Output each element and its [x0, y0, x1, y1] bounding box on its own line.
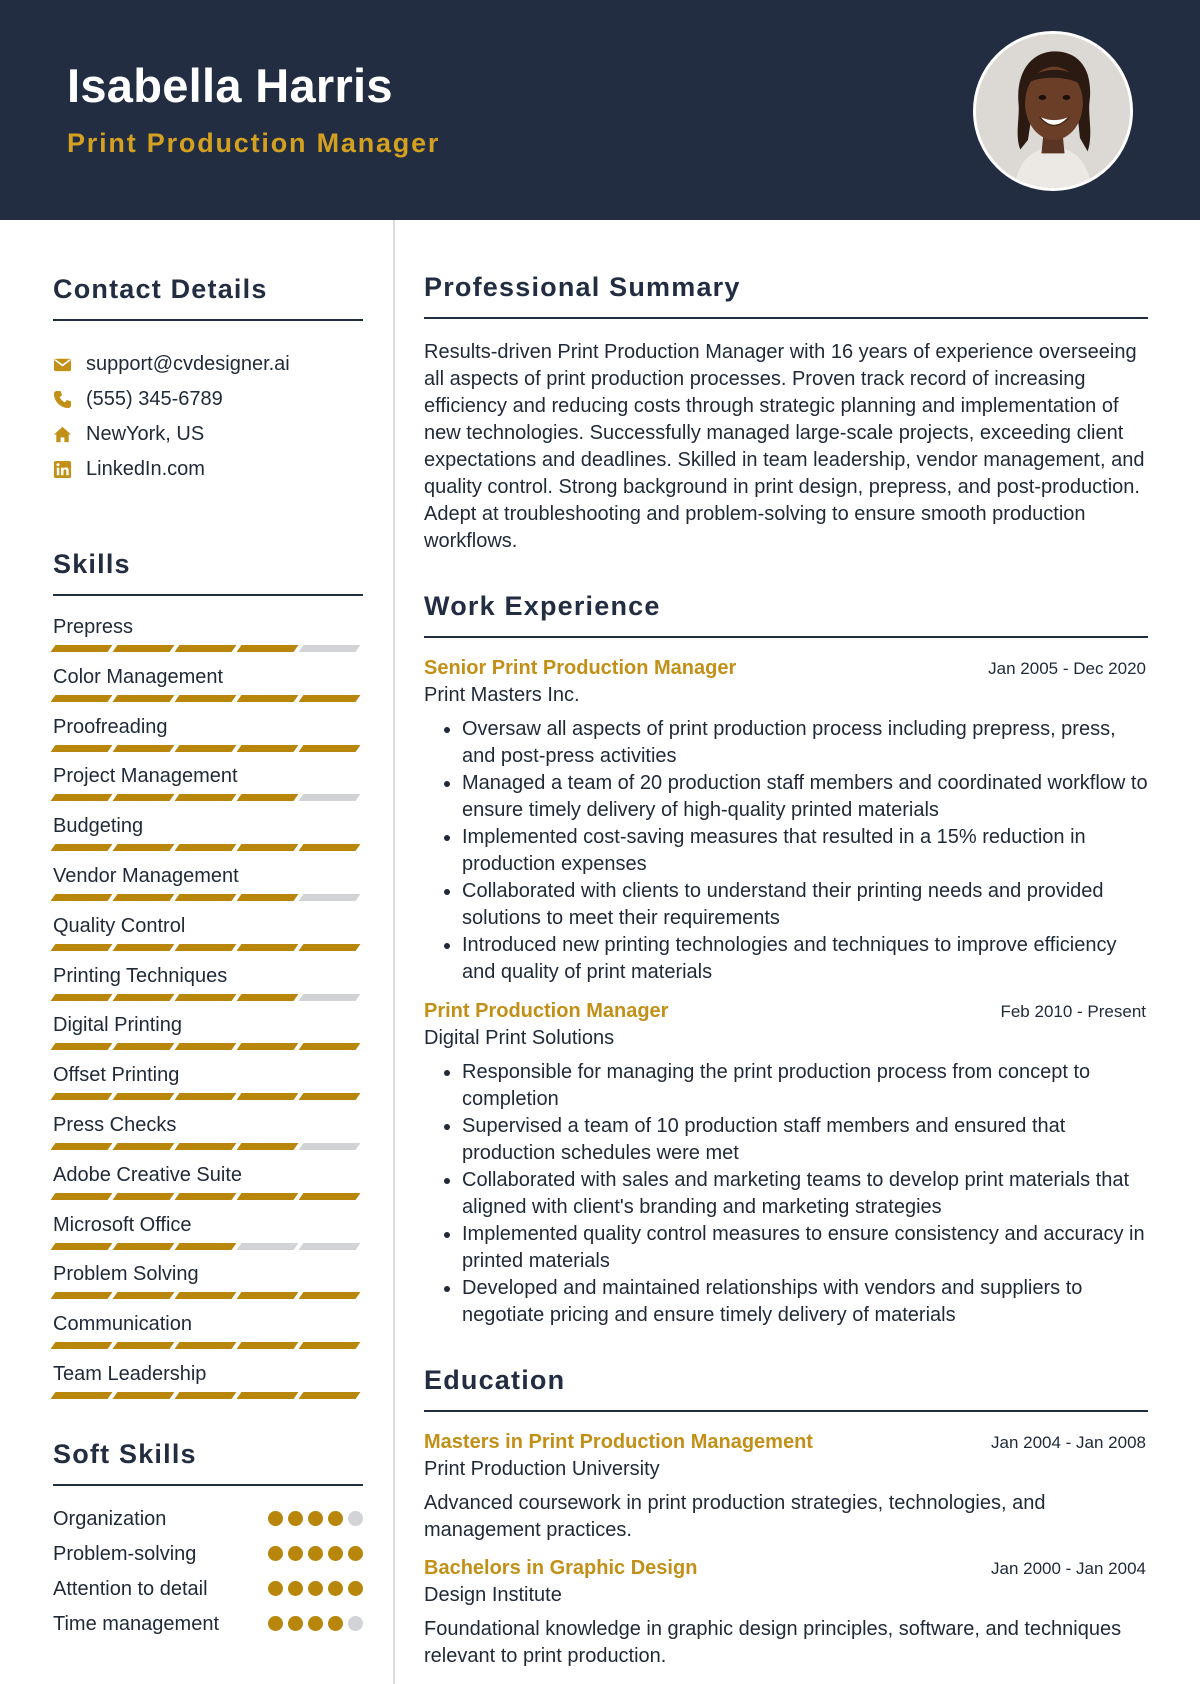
job-title: Senior Print Production Manager	[424, 657, 737, 679]
skill-name: Adobe Creative Suite	[53, 1163, 243, 1186]
skill-level-bar	[53, 1143, 363, 1150]
contact-location-text: NewYork, US	[86, 423, 205, 445]
skill-level-segment-filled	[51, 695, 113, 702]
skill-level-segment-filled	[113, 994, 175, 1001]
soft-skill-rating	[268, 1581, 363, 1596]
job-bullet: • Managed a team of 20 production staff members and coordinated workflow to ensure timely delivery of high-quality printed materials	[462, 770, 1148, 824]
skill-level-segment-filled	[113, 1392, 175, 1399]
skill-level-segment-filled	[51, 1342, 113, 1349]
main-content	[424, 220, 1148, 1684]
skill-level-segment-filled	[237, 844, 299, 851]
skill-name: Problem Solving	[53, 1263, 199, 1286]
skill-item	[53, 1012, 363, 1062]
rating-dot-filled	[308, 1616, 323, 1631]
skill-item	[53, 963, 363, 1013]
skill-level-segment-filled	[299, 1193, 361, 1200]
skill-level-segment-filled	[237, 1342, 299, 1349]
soft-skills-section	[53, 1439, 363, 1637]
skills-heading: Skills	[53, 549, 363, 596]
skill-level-segment-filled	[113, 894, 175, 901]
skill-item	[53, 614, 363, 664]
soft-skill-rating	[268, 1616, 363, 1631]
contact-list	[53, 347, 363, 487]
skill-level-segment-filled	[51, 1243, 113, 1250]
job-company: Print Masters Inc.	[424, 684, 580, 706]
rating-dot-filled	[268, 1546, 283, 1561]
skill-level-segment-filled	[113, 944, 175, 951]
contact-phone-text: (555) 345-6789	[86, 388, 223, 410]
skill-name: Communication	[53, 1313, 192, 1336]
skill-level-bar	[53, 745, 363, 752]
summary-text: Results-driven Print Production Manager with 16 years of experience overseeing all aspects of print production processes. Proven track record of increasing efficiency and reducing costs through strategic planning and implementation of new technologies. Successfully managed large-scale projects, exceeding client expectations and deadlines. Skilled in team leadership, vendor management, and quality control. Strong background in print design, prepress, and post-production. Adept at troubleshooting and problem-solving to ensure smooth production workflows.	[424, 341, 1145, 552]
skill-level-segment-filled	[113, 1093, 175, 1100]
skill-item	[53, 1112, 363, 1162]
skill-level-segment-filled	[51, 844, 113, 851]
skill-name: Microsoft Office	[53, 1213, 192, 1236]
rating-dot-filled	[288, 1581, 303, 1596]
skill-name: Prepress	[53, 616, 134, 638]
skills-section	[53, 549, 363, 1411]
skill-level-segment-filled	[175, 944, 237, 951]
skill-level-segment-filled	[175, 844, 237, 851]
rating-dot-filled	[288, 1511, 303, 1526]
skill-level-bar	[53, 1392, 363, 1399]
skill-level-segment-filled	[175, 1292, 237, 1299]
skills-list	[53, 614, 363, 1411]
skill-item	[53, 1361, 363, 1411]
skill-level-segment-filled	[299, 1043, 361, 1050]
job-entry	[424, 657, 1148, 986]
skill-level-bar	[53, 1292, 363, 1299]
skill-item	[53, 863, 363, 913]
rating-dot-filled	[308, 1546, 323, 1561]
skill-level-segment-filled	[175, 645, 237, 652]
skill-level-bar	[53, 645, 363, 652]
job-bullets	[424, 1059, 1148, 1329]
skill-level-segment-filled	[237, 994, 299, 1001]
skill-level-segment-filled	[299, 1342, 361, 1349]
job-dates: Jan 2005 - Dec 2020	[988, 659, 1146, 678]
skill-level-segment-filled	[299, 695, 361, 702]
skill-level-segment-filled	[299, 1392, 361, 1399]
skill-name: Press Checks	[53, 1113, 177, 1136]
skill-level-segment-empty	[299, 1143, 361, 1150]
rating-dot-filled	[328, 1616, 343, 1631]
skill-name: Budgeting	[53, 815, 144, 838]
home-icon	[53, 425, 86, 444]
school-name: Print Production University	[424, 1458, 660, 1480]
skill-level-segment-filled	[175, 894, 237, 901]
skill-level-segment-filled	[113, 695, 175, 702]
resume-header	[0, 0, 1200, 220]
degree-title: Masters in Print Production Management	[424, 1431, 813, 1453]
soft-skill-item	[53, 1506, 363, 1532]
soft-skill-name: Problem-solving	[53, 1542, 197, 1565]
skill-level-segment-filled	[237, 645, 299, 652]
soft-skill-item	[53, 1611, 363, 1637]
skill-name: Vendor Management	[53, 864, 239, 887]
contact-heading: Contact Details	[53, 274, 363, 321]
skill-item	[53, 1162, 363, 1212]
skill-level-segment-filled	[113, 1043, 175, 1050]
skill-item	[53, 763, 363, 813]
candidate-name: Isabella Harris	[67, 59, 393, 112]
skill-level-bar	[53, 794, 363, 801]
skill-level-segment-filled	[237, 745, 299, 752]
skill-level-segment-filled	[237, 1193, 299, 1200]
skill-level-segment-filled	[113, 794, 175, 801]
sidebar	[53, 220, 363, 1646]
skill-item	[53, 813, 363, 863]
skill-name: Project Management	[53, 765, 238, 788]
school-name: Design Institute	[424, 1584, 562, 1606]
skill-name: Digital Printing	[53, 1014, 182, 1037]
skill-level-segment-filled	[175, 1243, 237, 1250]
skill-level-segment-filled	[175, 1392, 237, 1399]
soft-skill-name: Attention to detail	[53, 1577, 208, 1600]
skill-level-segment-filled	[51, 1093, 113, 1100]
soft-skill-rating	[268, 1511, 363, 1526]
rating-dot-filled	[328, 1511, 343, 1526]
skill-level-segment-filled	[113, 1342, 175, 1349]
rating-dot-filled	[348, 1581, 363, 1596]
skill-level-segment-filled	[237, 1292, 299, 1299]
skill-level-segment-empty	[237, 1243, 299, 1250]
profile-photo-illustration	[976, 34, 1130, 188]
soft-skill-item	[53, 1541, 363, 1567]
soft-skills-heading: Soft Skills	[53, 1439, 363, 1486]
soft-skill-name: Organization	[53, 1507, 167, 1530]
skill-level-bar	[53, 994, 363, 1001]
skill-level-bar	[53, 894, 363, 901]
contact-email-text: support@cvdesigner.ai	[86, 353, 290, 375]
skill-item	[53, 714, 363, 764]
envelope-icon	[53, 355, 86, 374]
skill-level-segment-filled	[51, 645, 113, 652]
skill-level-segment-filled	[237, 794, 299, 801]
job-dates: Feb 2010 - Present	[1000, 1002, 1146, 1021]
skill-level-segment-filled	[113, 645, 175, 652]
degree-description: Foundational knowledge in graphic design principles, software, and techniques relevant to print production.	[424, 1618, 1122, 1667]
column-divider	[393, 220, 395, 1684]
linkedin-icon	[53, 460, 86, 479]
rating-dot-filled	[288, 1616, 303, 1631]
skill-level-segment-filled	[237, 695, 299, 702]
rating-dot-filled	[288, 1546, 303, 1561]
rating-dot-filled	[308, 1581, 323, 1596]
skill-level-segment-filled	[237, 944, 299, 951]
skill-level-segment-filled	[175, 794, 237, 801]
skill-level-bar	[53, 1243, 363, 1250]
skill-level-segment-filled	[175, 745, 237, 752]
skill-level-segment-filled	[175, 695, 237, 702]
contact-linkedin-text: LinkedIn.com	[86, 458, 205, 480]
skill-level-segment-filled	[175, 994, 237, 1001]
skill-level-segment-filled	[51, 1193, 113, 1200]
rating-dot-filled	[268, 1616, 283, 1631]
skill-level-segment-empty	[299, 1243, 361, 1250]
skill-level-segment-filled	[51, 794, 113, 801]
skill-item	[53, 664, 363, 714]
education-entry	[424, 1431, 1148, 1544]
skill-name: Quality Control	[53, 914, 186, 937]
job-bullet: • Supervised a team of 10 production staff members and ensured that production schedules were met	[462, 1113, 1148, 1167]
work-heading: Work Experience	[424, 591, 1148, 638]
summary-section	[424, 272, 1148, 555]
education-entry	[424, 1557, 1148, 1670]
skill-level-segment-filled	[299, 1093, 361, 1100]
candidate-title: Print Production Manager	[67, 128, 441, 158]
contact-location	[53, 417, 363, 452]
contact-email[interactable]	[53, 347, 363, 382]
job-bullets	[424, 716, 1148, 986]
skill-level-bar	[53, 1043, 363, 1050]
skill-level-segment-filled	[237, 1143, 299, 1150]
job-entry	[424, 1000, 1148, 1329]
skill-name: Team Leadership	[53, 1362, 207, 1385]
skill-level-segment-filled	[237, 894, 299, 901]
skill-item	[53, 1062, 363, 1112]
skill-level-segment-filled	[113, 1193, 175, 1200]
skill-level-segment-empty	[299, 794, 361, 801]
skill-level-bar	[53, 1093, 363, 1100]
degree-dates: Jan 2000 - Jan 2004	[990, 1559, 1146, 1578]
skill-level-segment-filled	[175, 1043, 237, 1050]
skill-level-segment-filled	[51, 894, 113, 901]
skill-level-segment-filled	[175, 1342, 237, 1349]
soft-skill-rating	[268, 1546, 363, 1561]
skill-level-segment-filled	[299, 745, 361, 752]
skill-level-segment-filled	[237, 1043, 299, 1050]
skill-level-segment-filled	[51, 1292, 113, 1299]
skill-level-segment-filled	[51, 1143, 113, 1150]
skill-level-segment-filled	[175, 1193, 237, 1200]
skill-level-segment-empty	[299, 894, 361, 901]
contact-linkedin[interactable]	[53, 452, 363, 487]
skill-level-segment-filled	[51, 745, 113, 752]
education-section	[424, 1365, 1148, 1670]
skill-name: Printing Techniques	[53, 964, 228, 987]
skill-item	[53, 913, 363, 963]
soft-skill-item	[53, 1576, 363, 1602]
job-title: Print Production Manager	[424, 1000, 669, 1022]
contact-phone[interactable]	[53, 382, 363, 417]
skill-level-segment-filled	[237, 1093, 299, 1100]
skill-level-segment-filled	[113, 844, 175, 851]
rating-dot-filled	[308, 1511, 323, 1526]
skill-level-segment-filled	[299, 1292, 361, 1299]
job-bullet: • Responsible for managing the print production process from concept to completion	[462, 1059, 1148, 1113]
skill-level-segment-filled	[299, 844, 361, 851]
summary-heading: Professional Summary	[424, 272, 1148, 319]
job-bullet: • Introduced new printing technologies and techniques to improve efficiency and quality of print materials	[462, 932, 1148, 986]
degree-dates: Jan 2004 - Jan 2008	[990, 1433, 1146, 1452]
skill-level-segment-filled	[113, 745, 175, 752]
skill-level-segment-filled	[51, 994, 113, 1001]
skill-item	[53, 1261, 363, 1311]
skill-level-segment-filled	[51, 1043, 113, 1050]
skill-name: Proofreading	[53, 715, 168, 738]
skill-level-bar	[53, 695, 363, 702]
degree-title: Bachelors in Graphic Design	[424, 1557, 698, 1579]
job-company: Digital Print Solutions	[424, 1027, 615, 1049]
job-bullet: • Implemented quality control measures to ensure consistency and accuracy in printed materials	[462, 1221, 1148, 1275]
job-bullet: • Collaborated with sales and marketing teams to develop print materials that aligned with client's branding and marketing strategies	[462, 1167, 1148, 1221]
skill-level-segment-filled	[113, 1143, 175, 1150]
job-bullet: • Implemented cost-saving measures that resulted in a 15% reduction in production expenses	[462, 824, 1148, 878]
rating-dot-filled	[328, 1546, 343, 1561]
skill-level-segment-filled	[175, 1143, 237, 1150]
contact-section	[53, 274, 363, 487]
skill-level-segment-empty	[299, 994, 361, 1001]
skill-level-segment-filled	[299, 944, 361, 951]
job-bullet: • Developed and maintained relationships with vendors and suppliers to negotiate pricing and ensure timely delivery of materials	[462, 1275, 1148, 1329]
rating-dot-filled	[268, 1511, 283, 1526]
skill-name: Offset Printing	[53, 1064, 180, 1087]
soft-skill-name: Time management	[53, 1612, 219, 1635]
work-section	[424, 591, 1148, 1329]
skill-level-segment-filled	[113, 1243, 175, 1250]
skill-item	[53, 1212, 363, 1262]
skill-level-segment-filled	[175, 1093, 237, 1100]
skill-level-segment-empty	[299, 645, 361, 652]
degree-description: Advanced coursework in print production strategies, technologies, and management practices.	[424, 1492, 1046, 1541]
education-heading: Education	[424, 1365, 1148, 1412]
skill-level-bar	[53, 944, 363, 951]
skill-level-bar	[53, 1342, 363, 1349]
skill-level-segment-filled	[237, 1392, 299, 1399]
rating-dot-filled	[268, 1581, 283, 1596]
skill-level-bar	[53, 844, 363, 851]
job-bullet: • Collaborated with clients to understand their printing needs and provided solutions to meet their requirements	[462, 878, 1148, 932]
skill-level-segment-filled	[51, 944, 113, 951]
phone-icon	[53, 390, 86, 409]
skill-item	[53, 1311, 363, 1361]
rating-dot-filled	[348, 1546, 363, 1561]
soft-skills-list	[53, 1506, 363, 1637]
skill-level-segment-filled	[113, 1292, 175, 1299]
rating-dot-empty	[348, 1511, 363, 1526]
rating-dot-filled	[328, 1581, 343, 1596]
profile-photo	[973, 31, 1133, 191]
job-bullet: • Oversaw all aspects of print production process including prepress, press, and post-press activities	[462, 716, 1148, 770]
skill-name: Color Management	[53, 665, 224, 688]
skill-level-segment-filled	[51, 1392, 113, 1399]
skill-level-bar	[53, 1193, 363, 1200]
rating-dot-empty	[348, 1616, 363, 1631]
